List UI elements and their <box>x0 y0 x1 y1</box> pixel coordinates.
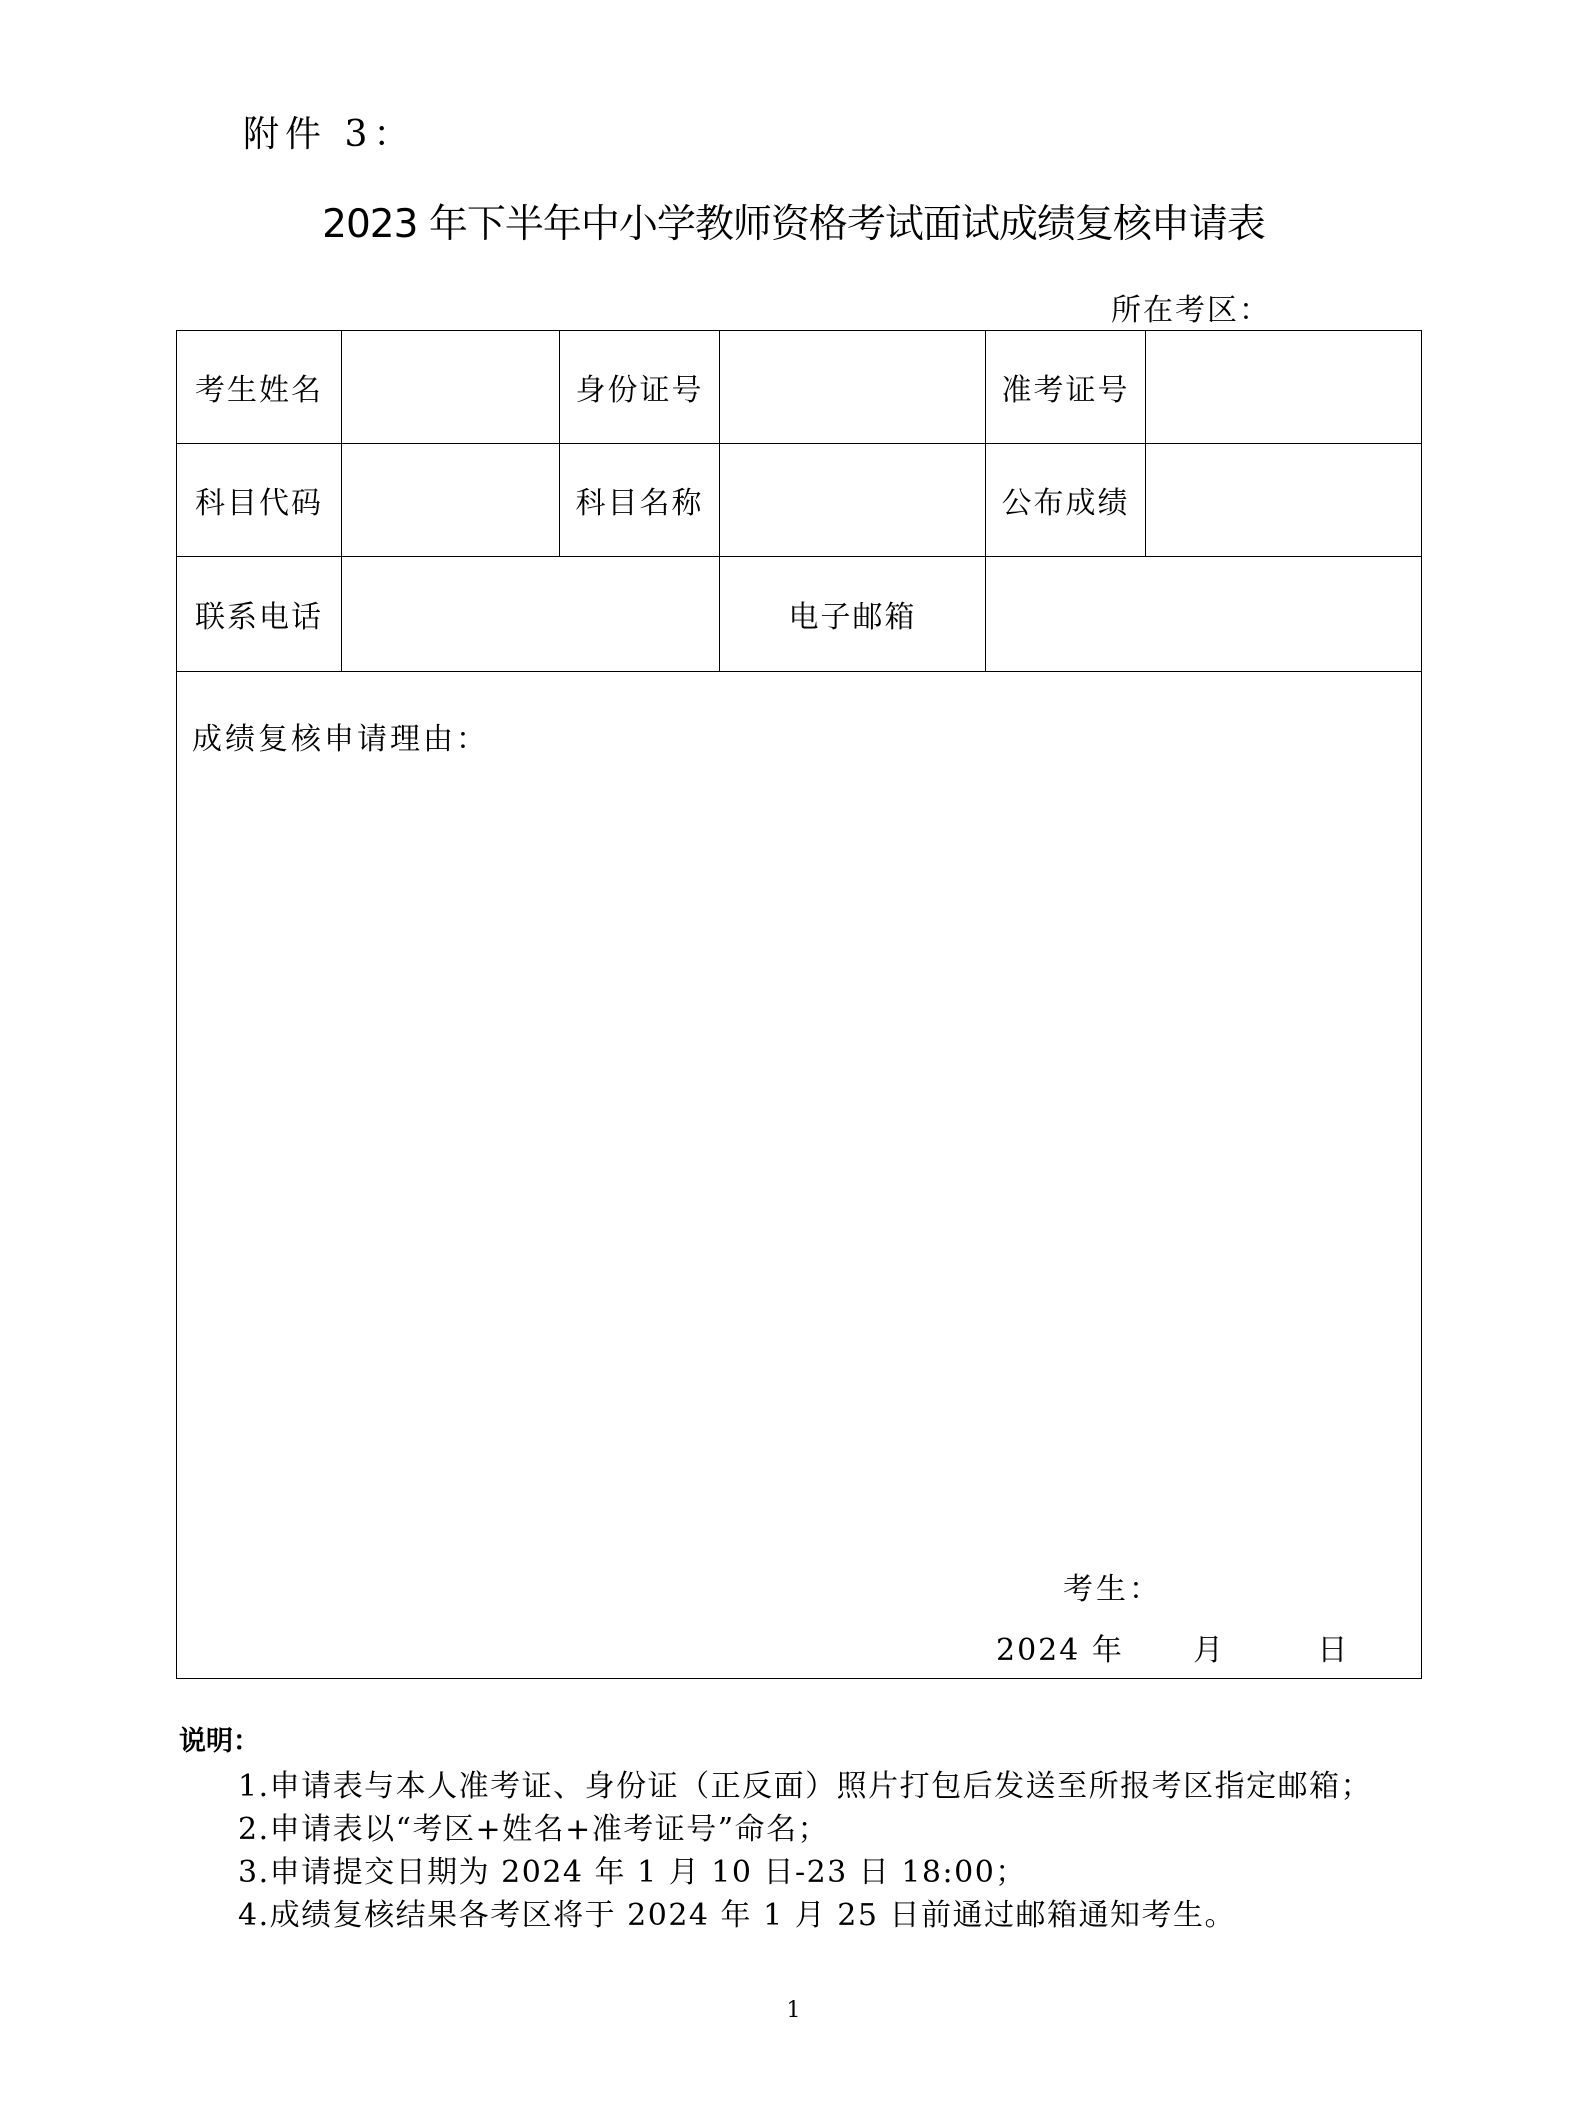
note-item: 1.申请表与本人准考证、身份证（正反面）照片打包后发送至所报考区指定邮箱； <box>238 1769 1373 1804</box>
reason-field[interactable] <box>177 672 1422 1679</box>
region-label: 所在考区： <box>1111 293 1271 328</box>
reason-label: 成绩复核申请理由： <box>192 722 489 757</box>
form-row-subject <box>177 444 1422 557</box>
notes-list <box>238 1765 1372 1937</box>
id-number-label: 身份证号 <box>560 331 720 444</box>
phone-label: 联系电话 <box>177 557 342 672</box>
phone-field[interactable] <box>342 557 720 672</box>
email-field[interactable] <box>986 557 1422 672</box>
form-row-contact <box>177 557 1422 672</box>
page-title: 2023 年下半年中小学教师资格考试面试成绩复核申请表 <box>322 202 1265 247</box>
page-number: 1 <box>786 1998 801 2023</box>
application-form-table <box>176 330 1422 1679</box>
candidate-signature-label: 考生： <box>1063 1572 1162 1607</box>
name-field[interactable] <box>342 331 560 444</box>
subject-name-field[interactable] <box>720 444 986 557</box>
note-item: 4.成绩复核结果各考区将于 2024 年 1 月 25 日前通过邮箱通知考生。 <box>238 1898 1236 1933</box>
published-score-label: 公布成绩 <box>986 444 1146 557</box>
note-item: 3.申请提交日期为 2024 年 1 月 10 日-23 日 18:00； <box>238 1855 1027 1890</box>
subject-code-field[interactable] <box>342 444 560 557</box>
id-number-field[interactable] <box>720 331 986 444</box>
signature-date: 2024 年 月 日 <box>996 1633 1350 1668</box>
note-item: 2.申请表以“考区+姓名+准考证号”命名； <box>238 1812 830 1847</box>
form-row-reason <box>177 672 1422 1679</box>
notes-heading: 说明： <box>179 1726 260 1757</box>
subject-code-label: 科目代码 <box>177 444 342 557</box>
published-score-field[interactable] <box>1146 444 1422 557</box>
admission-ticket-field[interactable] <box>1146 331 1422 444</box>
email-label: 电子邮箱 <box>720 557 986 672</box>
name-label: 考生姓名 <box>177 331 342 444</box>
attachment-label: 附件 3： <box>243 114 416 155</box>
subject-name-label: 科目名称 <box>560 444 720 557</box>
admission-ticket-label: 准考证号 <box>986 331 1146 444</box>
form-row-identity <box>177 331 1422 444</box>
